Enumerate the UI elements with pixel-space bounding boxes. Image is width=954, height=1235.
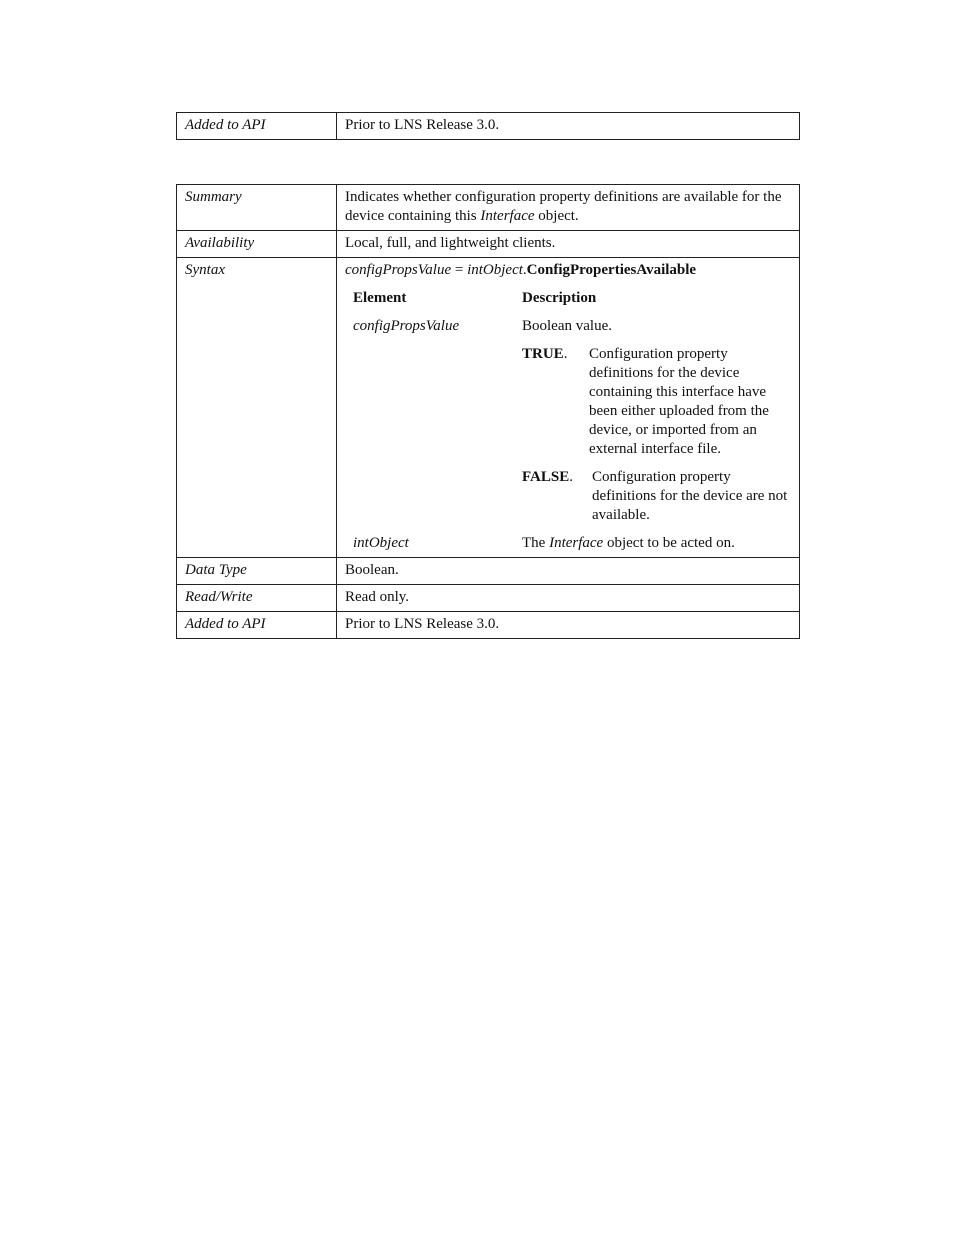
- element-config-props-value: configPropsValue: [353, 318, 460, 334]
- value-key-false: [522, 468, 592, 525]
- syntax-element-row: [345, 317, 791, 534]
- summary-text: Indicates whether configuration property definitions are available for the device containing this: [345, 189, 782, 224]
- property-table-config-properties-available: [176, 184, 800, 639]
- description-int-object-text-end: object to be acted on.: [603, 535, 735, 551]
- value-key-false-name: FALSE: [522, 469, 570, 485]
- table-row: [177, 585, 800, 612]
- row-value-read-write: Read only.: [337, 585, 800, 612]
- value-false: [522, 468, 791, 525]
- value-key-false-dot: .: [569, 469, 573, 485]
- description-config-props-value: [514, 317, 791, 534]
- table-row: [177, 558, 800, 585]
- syntax-equals: =: [451, 262, 468, 278]
- row-label-summary: Summary: [177, 185, 337, 231]
- value-text-true: Configuration property definitions for the device containing this interface have been either uploaded from the device, or imported from an external interface file.: [589, 346, 769, 457]
- header-description: Description: [522, 290, 597, 306]
- row-value-syntax: [337, 258, 800, 558]
- syntax-element-table: [345, 289, 791, 553]
- element-int-object: intObject: [353, 535, 409, 551]
- table-row: [177, 258, 800, 558]
- row-label-read-write: Read/Write: [177, 585, 337, 612]
- value-text-false: Configuration property definitions for the device are not available.: [592, 469, 788, 523]
- row-label-added-to-api: Added to API: [177, 113, 337, 140]
- row-value-added-to-api: Prior to LNS Release 3.0.: [337, 113, 800, 140]
- table-row: [177, 185, 800, 231]
- value-key-true: [522, 345, 589, 459]
- value-key-true-dot: .: [563, 346, 568, 362]
- description-int-object: [514, 534, 791, 553]
- syntax-property: ConfigPropertiesAvailable: [526, 262, 697, 278]
- syntax-object: intObject: [467, 262, 523, 278]
- row-label-added-to-api: Added to API: [177, 612, 337, 639]
- row-label-data-type: Data Type: [177, 558, 337, 585]
- value-key-true-name: TRUE: [522, 346, 564, 362]
- description-interface-term: Interface: [549, 535, 604, 551]
- row-value-data-type: Boolean.: [337, 558, 800, 585]
- row-value-summary: [337, 185, 800, 231]
- row-label-availability: Availability: [177, 231, 337, 258]
- row-label-syntax: Syntax: [177, 258, 337, 558]
- description-text: Boolean value.: [522, 318, 612, 334]
- property-table-top: [176, 112, 800, 140]
- description-int-object-text: The: [522, 535, 550, 551]
- summary-text-end: object.: [534, 208, 579, 224]
- syntax-dot: .: [522, 262, 527, 278]
- row-value-availability: Local, full, and lightweight clients.: [337, 231, 800, 258]
- row-value-added-to-api: Prior to LNS Release 3.0.: [337, 612, 800, 639]
- syntax-expression: [345, 261, 791, 280]
- syntax-element-row: [345, 534, 791, 553]
- syntax-header-row: [345, 289, 791, 317]
- summary-interface-term: Interface: [480, 208, 535, 224]
- table-row: [177, 612, 800, 639]
- value-true: [522, 345, 791, 459]
- table-row: [177, 231, 800, 258]
- header-element: Element: [353, 290, 407, 306]
- table-row: [177, 113, 800, 140]
- syntax-variable: configPropsValue: [345, 262, 452, 278]
